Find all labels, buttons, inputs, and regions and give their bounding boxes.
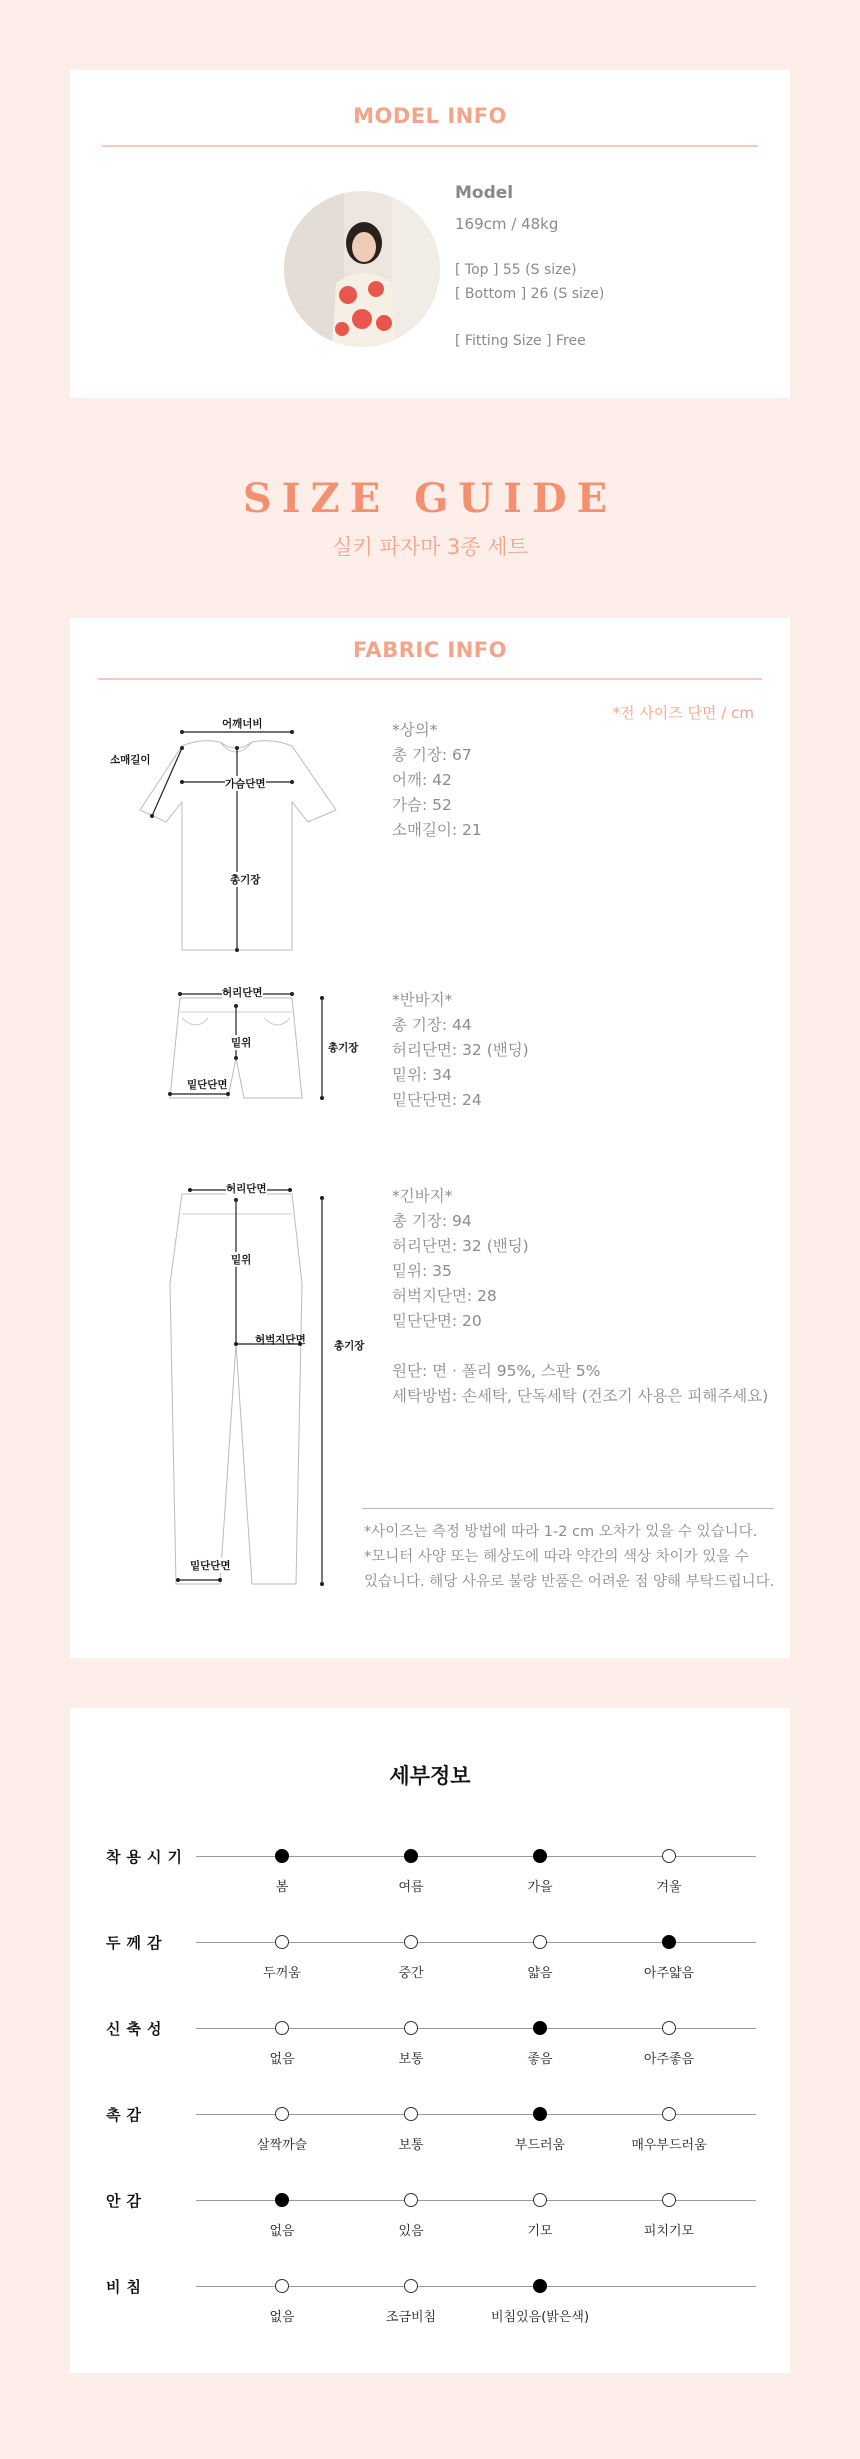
option-label: 보통: [398, 2138, 424, 2153]
option-label: 살짝까슬: [256, 2138, 308, 2153]
pants-length-label: 총기장: [334, 1340, 365, 1352]
fabric-info-title: FABRIC INFO: [353, 638, 507, 662]
option-dot: [275, 2021, 289, 2035]
option-label: 중간: [398, 1966, 424, 1981]
option-label: 기모: [527, 2224, 553, 2239]
option-label: 비침있음(밝은색): [490, 2310, 590, 2325]
option-label: 없음: [269, 2052, 295, 2067]
option-dot: [533, 1935, 547, 1949]
size-guide-title: SIZE GUIDE: [242, 475, 618, 522]
shorts-spec-0: *반바지*: [392, 991, 453, 1009]
option-dot-selected: [533, 1849, 547, 1863]
option-dot: [404, 2193, 418, 2207]
top-spec-1: 총 기장: 67: [392, 746, 472, 764]
shorts-waist-label: 허리단면: [222, 987, 263, 999]
option-label: 부드러움: [514, 2138, 566, 2153]
option-dot-selected: [404, 1849, 418, 1863]
detail-row-label: 촉감: [106, 2106, 147, 2124]
option-dot: [275, 2279, 289, 2293]
details-card: [70, 1708, 790, 2373]
option-label: 없음: [269, 2310, 295, 2325]
option-dot: [404, 2021, 418, 2035]
detail-row-label: 비침: [106, 2278, 147, 2296]
shorts-rise-label: 밑위: [231, 1037, 252, 1049]
option-dot: [275, 1935, 289, 1949]
pants-spec-1: 총 기장: 94: [392, 1212, 472, 1230]
model-top-size: [ Top ] 55 (S size): [455, 262, 577, 278]
option-dot: [662, 1849, 676, 1863]
disclaimer-line-1: *모니터 사양 또는 해상도에 따라 약간의 색상 차이가 있을 수: [364, 1549, 749, 1565]
unit-note: *전 사이즈 단면 / cm: [612, 704, 754, 722]
option-dot-selected: [533, 2021, 547, 2035]
option-dot-selected: [533, 2107, 547, 2121]
top-spec-2: 어깨: 42: [392, 771, 452, 789]
model-image: [284, 191, 440, 347]
pants-spec-4: 허벅지단면: 28: [392, 1287, 497, 1305]
option-label: 아주좋음: [643, 2052, 695, 2067]
option-label: 봄: [275, 1880, 289, 1895]
option-dot: [275, 2107, 289, 2121]
fabric-info-card: [70, 618, 790, 1658]
pants-waist-label: 허리단면: [226, 1183, 267, 1195]
shorts-spec-2: 허리단면: 32 (밴딩): [392, 1041, 529, 1059]
top-spec-0: *상의*: [392, 721, 438, 739]
pants-spec-0: *긴바지*: [392, 1187, 453, 1205]
material-text: 원단: 면 · 폴리 95%, 스판 5%: [392, 1362, 601, 1380]
model-stats: 169cm / 48kg: [455, 215, 559, 233]
option-label: 없음: [269, 2224, 295, 2239]
washing-text: 세탁방법: 손세탁, 단독세탁 (건조기 사용은 피해주세요): [392, 1387, 769, 1405]
pants-rise-label: 밑위: [231, 1254, 252, 1266]
option-dot: [662, 2021, 676, 2035]
top-length-label: 총기장: [230, 874, 261, 886]
pants-diagram: [166, 1184, 346, 1604]
top-sleeve-label: 소매길이: [110, 754, 151, 766]
option-dot: [404, 2279, 418, 2293]
model-info-card: [70, 70, 790, 398]
pants-thigh-label: 허벅지단면: [255, 1334, 306, 1346]
size-guide-subtitle: 실키 파자마 3종 세트: [332, 535, 528, 559]
option-dot: [404, 2107, 418, 2121]
fabric-info-divider: [98, 678, 762, 680]
model-photo: [284, 191, 440, 347]
top-chest-label: 가슴단면: [225, 778, 266, 790]
option-dot-selected: [275, 2193, 289, 2207]
option-label: 조금비침: [385, 2310, 437, 2325]
detail-row-label: 신축성: [106, 2020, 168, 2038]
option-label: 보통: [398, 2052, 424, 2067]
option-dot: [533, 2193, 547, 2207]
model-info-title: MODEL INFO: [353, 104, 507, 128]
disclaimer-line-0: *사이즈는 측정 방법에 따라 1-2 cm 오차가 있을 수 있습니다.: [364, 1524, 758, 1540]
option-label: 가을: [527, 1880, 553, 1895]
option-label: 여름: [398, 1880, 424, 1895]
pants-spec-3: 밑위: 35: [392, 1262, 452, 1280]
option-label: 피치기모: [643, 2224, 695, 2239]
pants-spec-5: 밑단단면: 20: [392, 1312, 482, 1330]
option-label: 얇음: [527, 1966, 553, 1981]
top-spec-3: 가슴: 52: [392, 796, 452, 814]
option-label: 두꺼움: [263, 1966, 301, 1981]
option-dot-selected: [533, 2279, 547, 2293]
option-dot-selected: [275, 1849, 289, 1863]
option-label: 겨울: [656, 1880, 682, 1895]
shorts-spec-3: 밑위: 34: [392, 1066, 452, 1084]
option-dot: [662, 2193, 676, 2207]
option-dot-selected: [662, 1935, 676, 1949]
pants-spec-2: 허리단면: 32 (밴딩): [392, 1237, 529, 1255]
option-dot: [404, 1935, 418, 1949]
disclaimer-line-2: 있습니다. 해당 사유로 불량 반품은 어려운 점 양해 부탁드립니다.: [364, 1574, 775, 1590]
detail-row-label: 안감: [106, 2192, 147, 2210]
shorts-length-label: 총기장: [328, 1042, 359, 1054]
top-diagram: [140, 718, 340, 958]
option-label: 좋음: [527, 2052, 553, 2067]
details-title: 세부정보: [389, 1764, 471, 1788]
option-label: 매우부드러움: [631, 2138, 707, 2153]
option-dot: [662, 2107, 676, 2121]
pants-hem-label: 밑단단면: [190, 1560, 231, 1572]
top-spec-4: 소매길이: 21: [392, 821, 482, 839]
top-shoulder-label: 어깨너비: [222, 718, 263, 730]
option-label: 아주얇음: [643, 1966, 695, 1981]
shorts-spec-1: 총 기장: 44: [392, 1016, 472, 1034]
model-fitting-size: [ Fitting Size ] Free: [455, 333, 586, 349]
disclaimer-divider: [362, 1508, 774, 1509]
model-info-divider: [102, 145, 758, 147]
model-bottom-size: [ Bottom ] 26 (S size): [455, 286, 605, 302]
option-label: 있음: [398, 2224, 424, 2239]
detail-row-label: 착용시기: [106, 1848, 188, 1866]
model-label: Model: [455, 183, 514, 203]
shorts-hem-label: 밑단단면: [187, 1079, 228, 1091]
shorts-spec-4: 밑단단면: 24: [392, 1091, 482, 1109]
detail-row-label: 두께감: [106, 1934, 168, 1952]
